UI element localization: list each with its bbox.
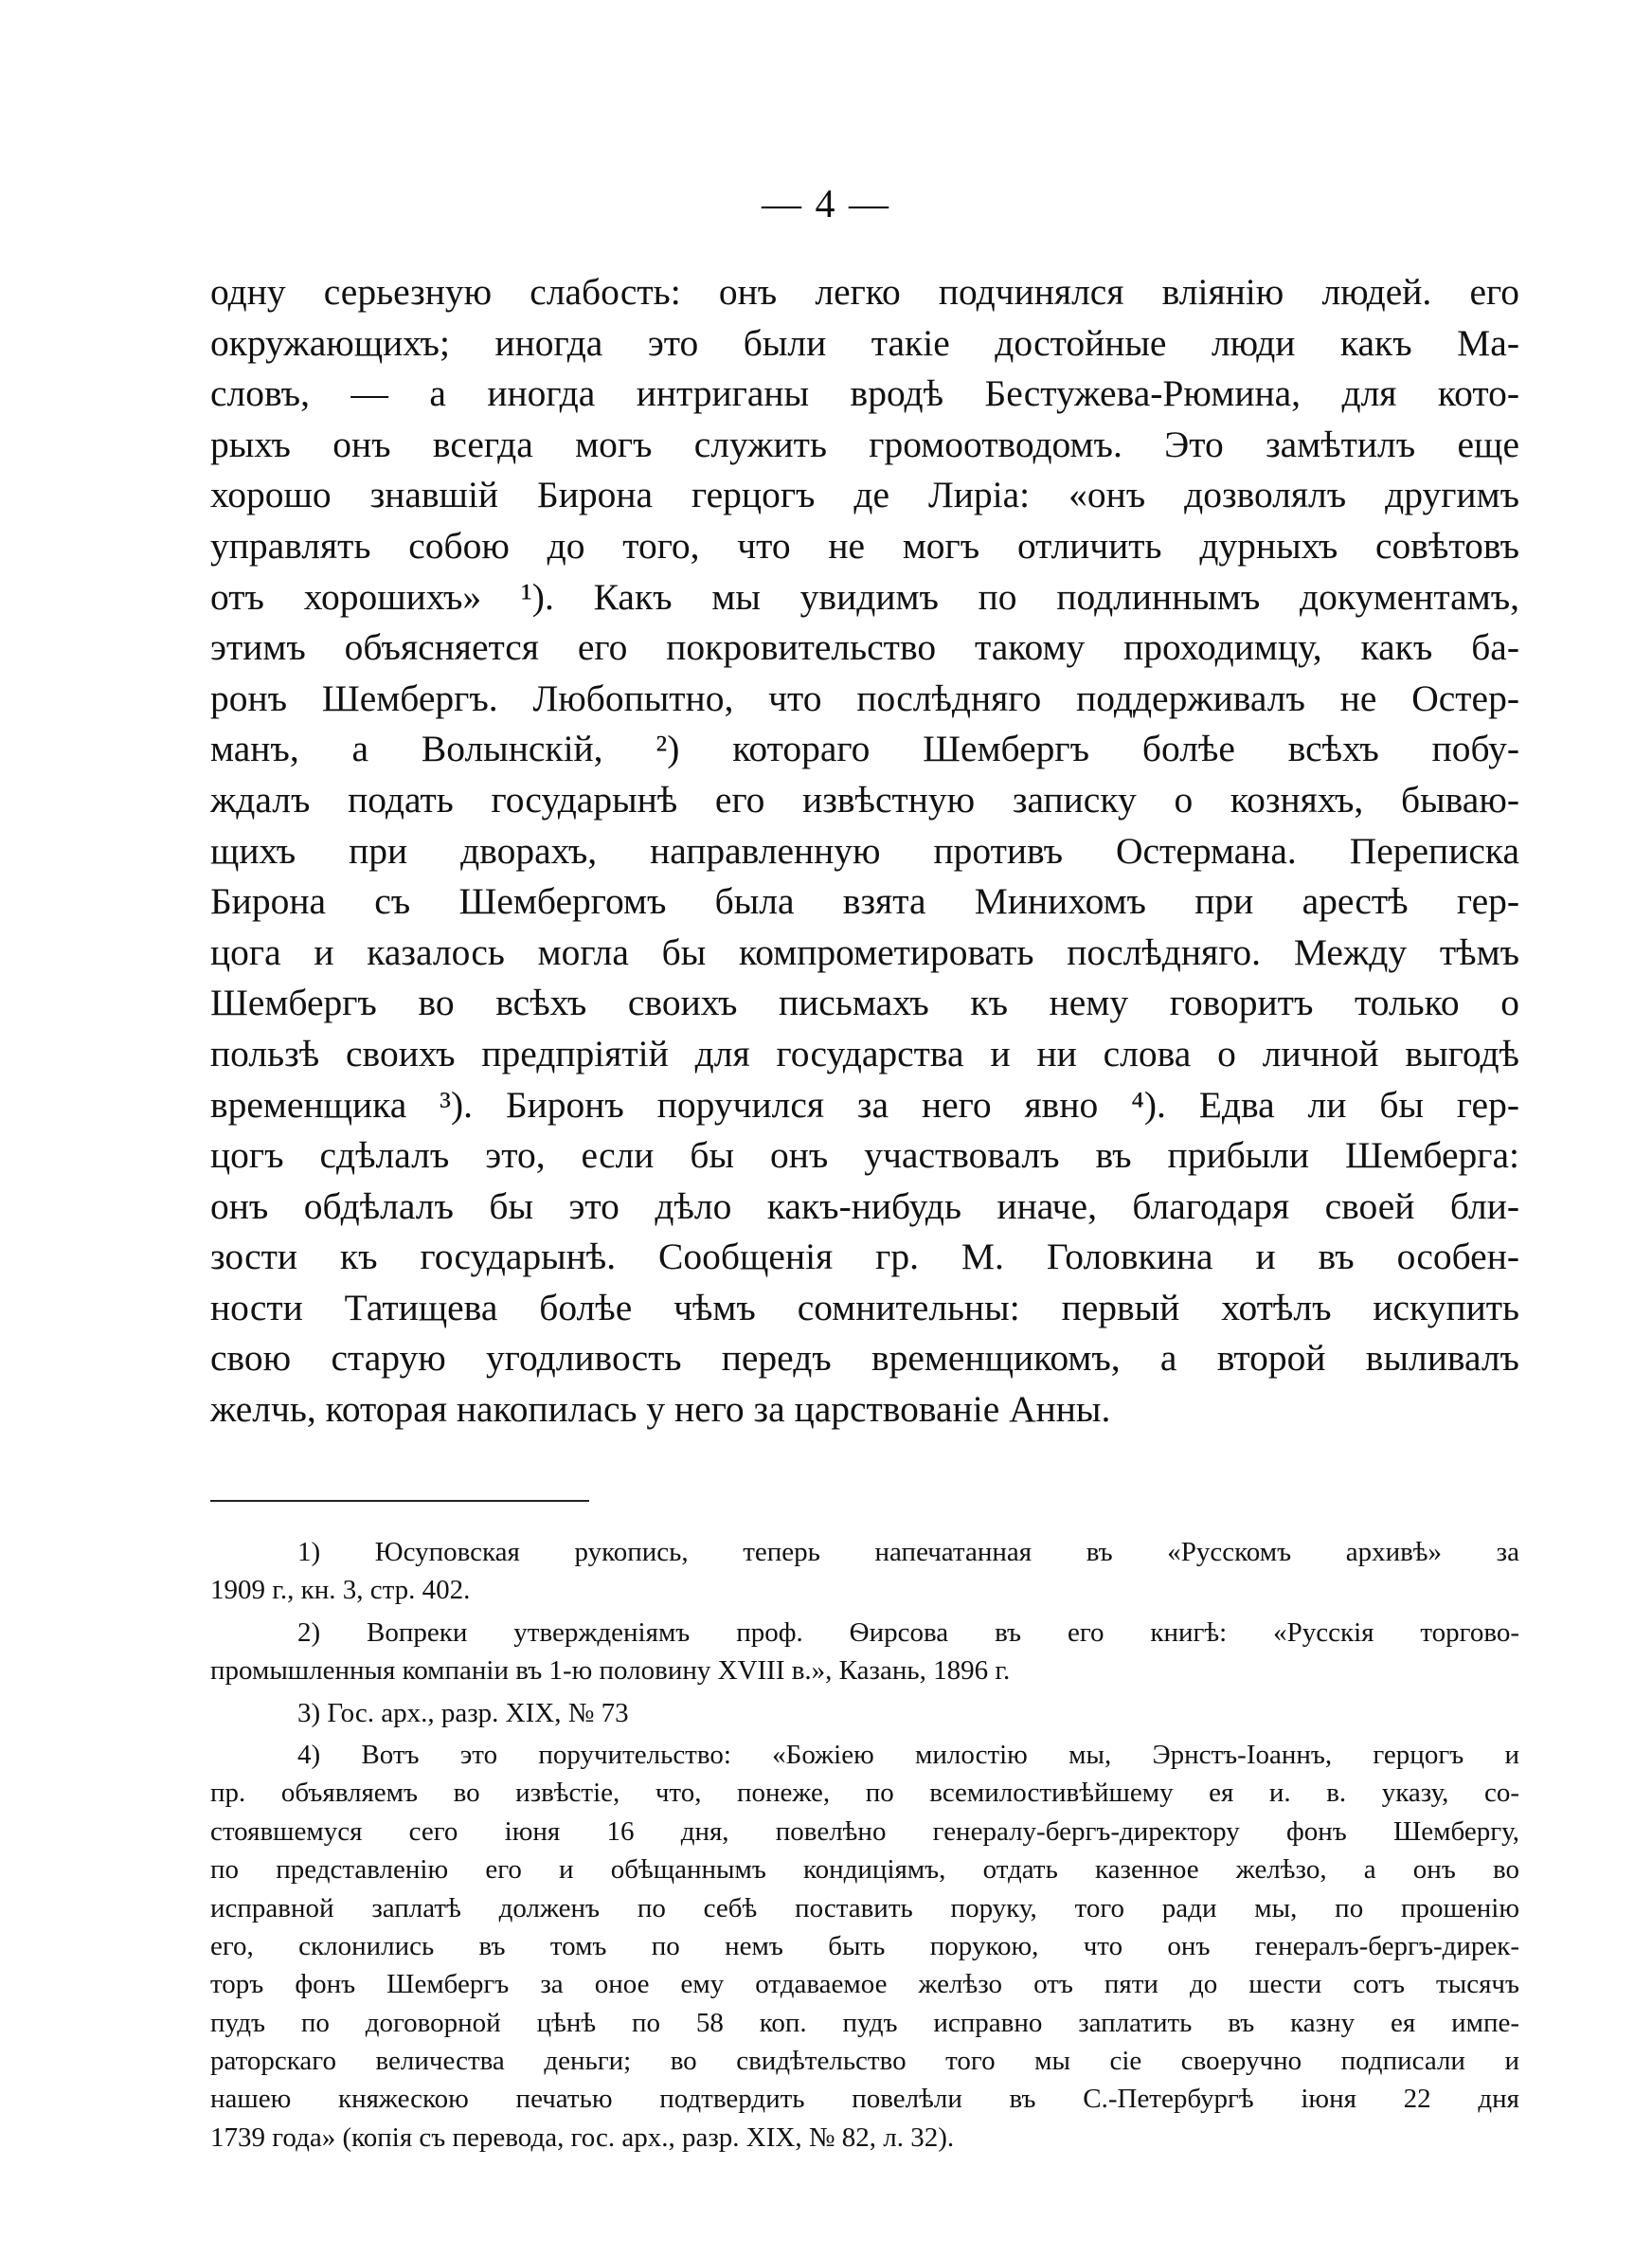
- footnote-separator: [210, 1500, 589, 1502]
- footnote-line: исправной заплатѣ долженъ по себѣ поставить поруку, того ради мы, по прошенію: [210, 1892, 1519, 1923]
- footnote-line: нашею княжескою печатью подтвердить повелѣли въ С.-Петербургѣ іюня 22 дня: [210, 2084, 1519, 2115]
- footnote-line: раторскаго величества деньги; во свидѣтельство того мы сіе своеручно подписали и: [210, 2046, 1519, 2077]
- footnote-1: [210, 1533, 1519, 1610]
- footnote-line: промышленныя компаніи въ 1-ю половину XVIII в.», Казань, 1896 г.: [210, 1655, 1011, 1687]
- text-line: окружающихъ; иногда это были такіе достойные люди какъ Ма-: [210, 321, 1519, 364]
- text-line: цогъ сдѣлалъ это, если бы онъ участвовалъ въ прибыли Шемберга:: [210, 1134, 1519, 1177]
- footnote-line: его, склонились въ томъ по немъ быть порукою, что онъ генералъ-бергъ-дирек-: [210, 1930, 1519, 1961]
- text-line: цога и казалось могла бы компрометировать послѣдняго. Между тѣмъ: [210, 930, 1519, 973]
- footnote-3: [210, 1694, 1519, 1732]
- text-line: отъ хорошихъ» ¹). Какъ мы увидимъ по подлиннымъ документамъ,: [210, 575, 1519, 618]
- text-line: этимъ объясняется его покровительство такому проходимцу, какъ ба-: [210, 626, 1519, 669]
- footnote-line: 3) Гос. арх., разр. XIX, № 73: [297, 1697, 629, 1728]
- text-line: Бирона съ Шембергомъ была взята Минихомъ при арестѣ гер-: [210, 880, 1519, 923]
- text-line: онъ обдѣлалъ бы это дѣло какъ-нибудь иначе, благодаря своей бли-: [210, 1184, 1519, 1227]
- footnote-line: стоявшемуся сего іюня 16 дня, повелѣно генералу-бергъ-директору фонъ Шембергу,: [210, 1815, 1519, 1847]
- main-text-body: [210, 267, 1519, 1435]
- footnote-line: 1909 г., кн. 3, стр. 402.: [210, 1575, 471, 1606]
- text-line: пользѣ своихъ предпріятій для государства и ни слова о личной выгодѣ: [210, 1032, 1519, 1074]
- footnote-line: 4) Вотъ это поручительство: «Божіею милостію мы, Эрнстъ-Іоаннъ, герцогъ и: [297, 1739, 1519, 1770]
- footnote-line: 1) Юсуповская рукопись, теперь напечатанная въ «Русскомъ архивѣ» за: [297, 1537, 1519, 1567]
- footnote-2: [210, 1614, 1519, 1690]
- text-line: манъ, а Волынскій, ²) котораго Шембергъ болѣе всѣхъ побу-: [210, 728, 1519, 770]
- page-number: — 4 —: [762, 183, 890, 226]
- footnote-line: торъ фонъ Шембергъ за оное ему отдаваемое желѣзо отъ пяти до шести сотъ тысячъ: [210, 1969, 1519, 2000]
- text-line: свою старую угодливость передъ временщикомъ, а второй выливалъ: [210, 1337, 1519, 1380]
- footnote-line: 1739 года» (копія съ перевода, гос. арх., разр. XIX, № 82, л. 32).: [210, 2122, 955, 2153]
- footnote-line: по представленію его и обѣщаннымъ кондиціямъ, отдать казенное желѣзо, а онъ во: [210, 1854, 1519, 1886]
- text-line: ности Татищева болѣе чѣмъ сомнительны: первый хотѣлъ искупить: [210, 1286, 1519, 1328]
- footnotes-section: [210, 1533, 1519, 2157]
- text-line: ждалъ подать государынѣ его извѣстную записку о козняхъ, бываю-: [210, 778, 1519, 821]
- text-line: зости къ государынѣ. Сообщенія гр. М. Головкина и въ особен-: [210, 1236, 1519, 1278]
- text-line: хорошо знавшій Бирона герцогъ де Лиріа: «онъ дозволялъ другимъ: [210, 474, 1519, 516]
- text-line: Шембергъ во всѣхъ своихъ письмахъ къ нему говоритъ только о: [210, 982, 1519, 1024]
- text-line: щихъ при дворахъ, направленную противъ Остермана. Переписка: [210, 829, 1519, 872]
- text-line: ронъ Шембергъ. Любопытно, что послѣдняго поддерживалъ не Остер-: [210, 677, 1519, 719]
- footnote-line: 2) Вопреки утвержденіямъ проф. Ѳирсова въ его книгѣ: «Русскія торгово-: [297, 1616, 1519, 1648]
- footnote-line: пудъ по договорной цѣнѣ по 58 коп. пудъ исправно заплатить въ казну ея импе-: [210, 2007, 1519, 2038]
- footnote-4: [210, 1736, 1519, 2157]
- text-line: словъ, — а иногда интриганы вродѣ Бестужева-Рюмина, для кото-: [210, 372, 1519, 415]
- text-line: желчь, которая накопилась у него за царствованіе Анны.: [210, 1388, 1111, 1431]
- text-line: одну серьезную слабость: онъ легко подчинялся вліянію людей. его: [210, 271, 1519, 313]
- text-line: рыхъ онъ всегда могъ служить громоотводомъ. Это замѣтилъ еще: [210, 423, 1519, 465]
- text-line: управлять собою до того, что не могъ отличить дурныхъ совѣтовъ: [210, 524, 1519, 567]
- text-line: временщика ³). Биронъ поручился за него явно ⁴). Едва ли бы гер-: [210, 1083, 1519, 1126]
- footnote-line: пр. объявляемъ во извѣстіе, что, понеже, по всемилостивѣйшему ея и. в. указу, со-: [210, 1778, 1519, 1809]
